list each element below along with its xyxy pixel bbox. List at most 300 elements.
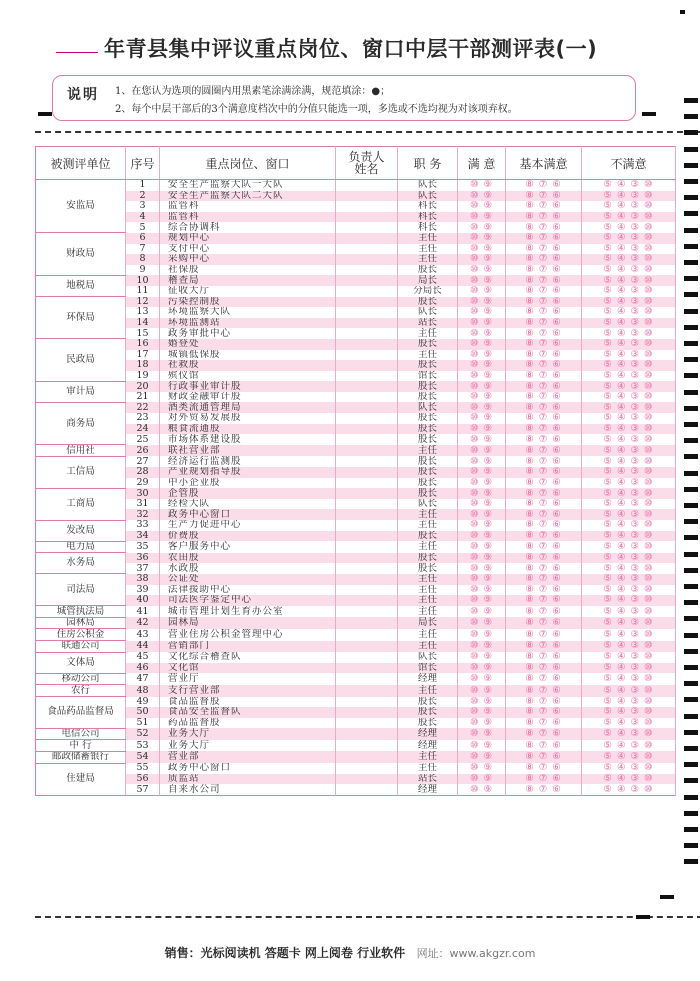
unsatisfied-bubbles[interactable]: ⑤ ④ ③ ⑩ bbox=[582, 191, 676, 202]
row-person-blank[interactable] bbox=[336, 339, 398, 350]
satisfied-bubbles[interactable]: ⑩ ⑨ bbox=[458, 318, 506, 329]
row-person-blank[interactable] bbox=[336, 663, 398, 674]
row-person-blank[interactable] bbox=[336, 574, 398, 585]
unsatisfied-bubbles[interactable]: ⑤ ④ ③ ⑩ bbox=[582, 392, 676, 403]
satisfied-bubbles[interactable]: ⑩ ⑨ bbox=[458, 728, 506, 740]
basic-satisfied-bubbles[interactable]: ⑧ ⑦ ⑥ bbox=[506, 641, 582, 653]
unsatisfied-bubbles[interactable]: ⑤ ④ ③ ⑩ bbox=[582, 763, 676, 774]
basic-satisfied-bubbles[interactable]: ⑧ ⑦ ⑥ bbox=[506, 740, 582, 752]
row-seq: 46 bbox=[126, 663, 160, 674]
basic-satisfied-bubbles[interactable]: ⑧ ⑦ ⑥ bbox=[506, 585, 582, 596]
satisfied-bubbles[interactable]: ⑩ ⑨ bbox=[458, 233, 506, 244]
row-person-blank[interactable] bbox=[336, 629, 398, 641]
satisfied-bubbles[interactable]: ⑩ ⑨ bbox=[458, 617, 506, 629]
satisfied-bubbles[interactable]: ⑩ ⑨ bbox=[458, 509, 506, 520]
basic-satisfied-bubbles[interactable]: ⑧ ⑦ ⑥ bbox=[506, 402, 582, 413]
footer-website: 网址：www.akgzr.com bbox=[416, 947, 536, 960]
basic-satisfied-bubbles[interactable]: ⑧ ⑦ ⑥ bbox=[506, 617, 582, 629]
unsatisfied-bubbles[interactable]: ⑤ ④ ③ ⑩ bbox=[582, 652, 676, 663]
basic-satisfied-bubbles[interactable]: ⑧ ⑦ ⑥ bbox=[506, 751, 582, 763]
unsatisfied-bubbles[interactable]: ⑤ ④ ③ ⑩ bbox=[582, 265, 676, 276]
satisfied-bubbles[interactable]: ⑩ ⑨ bbox=[458, 663, 506, 674]
basic-satisfied-bubbles[interactable]: ⑧ ⑦ ⑥ bbox=[506, 488, 582, 499]
row-seq: 26 bbox=[126, 445, 160, 457]
row-seq: 56 bbox=[126, 774, 160, 785]
satisfied-bubbles[interactable]: ⑩ ⑨ bbox=[458, 434, 506, 445]
timing-mark bbox=[684, 714, 698, 719]
unsatisfied-bubbles[interactable]: ⑤ ④ ③ ⑩ bbox=[582, 707, 676, 718]
row-person-blank[interactable] bbox=[336, 520, 398, 531]
row-person-blank[interactable] bbox=[336, 595, 398, 606]
timing-mark bbox=[684, 292, 698, 297]
row-position: 生产力促进中心 bbox=[160, 520, 336, 531]
basic-satisfied-bubbles[interactable]: ⑧ ⑦ ⑥ bbox=[506, 180, 582, 191]
row-person-blank[interactable] bbox=[336, 531, 398, 542]
row-position: 酒类流通管理局 bbox=[160, 402, 336, 413]
row-person-blank[interactable] bbox=[336, 212, 398, 223]
unsatisfied-bubbles[interactable]: ⑤ ④ ③ ⑩ bbox=[582, 774, 676, 785]
unsatisfied-bubbles[interactable]: ⑤ ④ ③ ⑩ bbox=[582, 629, 676, 641]
satisfied-bubbles[interactable]: ⑩ ⑨ bbox=[458, 467, 506, 478]
row-position: 营销部门 bbox=[160, 641, 336, 653]
satisfied-bubbles[interactable]: ⑩ ⑨ bbox=[458, 191, 506, 202]
unsatisfied-bubbles[interactable]: ⑤ ④ ③ ⑩ bbox=[582, 328, 676, 339]
unsatisfied-bubbles[interactable]: ⑤ ④ ③ ⑩ bbox=[582, 286, 676, 297]
unit-name: 商务局 bbox=[36, 402, 126, 444]
unsatisfied-bubbles[interactable]: ⑤ ④ ③ ⑩ bbox=[582, 339, 676, 350]
unsatisfied-bubbles[interactable]: ⑤ ④ ③ ⑩ bbox=[582, 617, 676, 629]
basic-satisfied-bubbles[interactable]: ⑧ ⑦ ⑥ bbox=[506, 663, 582, 674]
basic-satisfied-bubbles[interactable]: ⑧ ⑦ ⑥ bbox=[506, 574, 582, 585]
basic-satisfied-bubbles[interactable]: ⑧ ⑦ ⑥ bbox=[506, 222, 582, 233]
row-person-blank[interactable] bbox=[336, 553, 398, 564]
unsatisfied-bubbles[interactable]: ⑤ ④ ③ ⑩ bbox=[582, 509, 676, 520]
unsatisfied-bubbles[interactable]: ⑤ ④ ③ ⑩ bbox=[582, 585, 676, 596]
basic-satisfied-bubbles[interactable]: ⑧ ⑦ ⑥ bbox=[506, 563, 582, 574]
row-person-blank[interactable] bbox=[336, 652, 398, 663]
basic-satisfied-bubbles[interactable]: ⑧ ⑦ ⑥ bbox=[506, 467, 582, 478]
row-duty: 队长 bbox=[398, 180, 458, 191]
basic-satisfied-bubbles[interactable]: ⑧ ⑦ ⑥ bbox=[506, 254, 582, 265]
satisfied-bubbles[interactable]: ⑩ ⑨ bbox=[458, 673, 506, 685]
unsatisfied-bubbles[interactable]: ⑤ ④ ③ ⑩ bbox=[582, 641, 676, 653]
bottom-timing-track bbox=[35, 916, 700, 918]
row-person-blank[interactable] bbox=[336, 392, 398, 403]
row-position: 综合协调科 bbox=[160, 222, 336, 233]
row-person-blank[interactable] bbox=[336, 751, 398, 763]
unsatisfied-bubbles[interactable]: ⑤ ④ ③ ⑩ bbox=[582, 201, 676, 212]
unsatisfied-bubbles[interactable]: ⑤ ④ ③ ⑩ bbox=[582, 541, 676, 553]
basic-satisfied-bubbles[interactable]: ⑧ ⑦ ⑥ bbox=[506, 541, 582, 553]
row-person-blank[interactable] bbox=[336, 784, 398, 795]
unsatisfied-bubbles[interactable]: ⑤ ④ ③ ⑩ bbox=[582, 254, 676, 265]
table-header-row bbox=[36, 147, 676, 180]
row-person-blank[interactable] bbox=[336, 233, 398, 244]
basic-satisfied-bubbles[interactable]: ⑧ ⑦ ⑥ bbox=[506, 360, 582, 371]
table-row bbox=[36, 434, 676, 445]
satisfied-bubbles[interactable]: ⑩ ⑨ bbox=[458, 574, 506, 585]
satisfied-bubbles[interactable]: ⑩ ⑨ bbox=[458, 286, 506, 297]
row-person-blank[interactable] bbox=[336, 763, 398, 774]
row-person-blank[interactable] bbox=[336, 673, 398, 685]
satisfied-bubbles[interactable]: ⑩ ⑨ bbox=[458, 707, 506, 718]
row-person-blank[interactable] bbox=[336, 180, 398, 191]
row-person-blank[interactable] bbox=[336, 445, 398, 457]
unsatisfied-bubbles[interactable]: ⑤ ④ ③ ⑩ bbox=[582, 685, 676, 697]
unsatisfied-bubbles[interactable]: ⑤ ④ ③ ⑩ bbox=[582, 371, 676, 382]
satisfied-bubbles[interactable]: ⑩ ⑨ bbox=[458, 339, 506, 350]
timing-mark bbox=[684, 244, 698, 249]
row-person-blank[interactable] bbox=[336, 434, 398, 445]
table-row bbox=[36, 244, 676, 255]
row-person-blank[interactable] bbox=[336, 563, 398, 574]
satisfied-bubbles[interactable]: ⑩ ⑨ bbox=[458, 499, 506, 510]
row-person-blank[interactable] bbox=[336, 509, 398, 520]
table-row bbox=[36, 275, 676, 286]
satisfied-bubbles[interactable]: ⑩ ⑨ bbox=[458, 629, 506, 641]
basic-satisfied-bubbles[interactable]: ⑧ ⑦ ⑥ bbox=[506, 673, 582, 685]
unsatisfied-bubbles[interactable]: ⑤ ④ ③ ⑩ bbox=[582, 297, 676, 308]
row-person-blank[interactable] bbox=[336, 328, 398, 339]
satisfied-bubbles[interactable]: ⑩ ⑨ bbox=[458, 478, 506, 489]
unit-name: 城管执法局 bbox=[36, 606, 126, 618]
row-duty: 股长 bbox=[398, 697, 458, 708]
satisfied-bubbles[interactable]: ⑩ ⑨ bbox=[458, 201, 506, 212]
basic-satisfied-bubbles[interactable]: ⑧ ⑦ ⑥ bbox=[506, 707, 582, 718]
satisfied-bubbles[interactable]: ⑩ ⑨ bbox=[458, 531, 506, 542]
basic-satisfied-bubbles[interactable]: ⑧ ⑦ ⑥ bbox=[506, 606, 582, 618]
row-position: 安全生产监察大队二大队 bbox=[160, 191, 336, 202]
row-person-blank[interactable] bbox=[336, 728, 398, 740]
table-row bbox=[36, 574, 676, 585]
row-position: 支付中心 bbox=[160, 244, 336, 255]
satisfied-bubbles[interactable]: ⑩ ⑨ bbox=[458, 371, 506, 382]
row-person-blank[interactable] bbox=[336, 585, 398, 596]
satisfied-bubbles[interactable]: ⑩ ⑨ bbox=[458, 652, 506, 663]
basic-satisfied-bubbles[interactable]: ⑧ ⑦ ⑥ bbox=[506, 520, 582, 531]
basic-satisfied-bubbles[interactable]: ⑧ ⑦ ⑥ bbox=[506, 456, 582, 467]
satisfied-bubbles[interactable]: ⑩ ⑨ bbox=[458, 488, 506, 499]
unsatisfied-bubbles[interactable]: ⑤ ④ ③ ⑩ bbox=[582, 606, 676, 618]
basic-satisfied-bubbles[interactable]: ⑧ ⑦ ⑥ bbox=[506, 728, 582, 740]
row-person-blank[interactable] bbox=[336, 265, 398, 276]
unsatisfied-bubbles[interactable]: ⑤ ④ ③ ⑩ bbox=[582, 350, 676, 361]
satisfied-bubbles[interactable]: ⑩ ⑨ bbox=[458, 307, 506, 318]
timing-mark bbox=[684, 552, 698, 557]
timing-mark bbox=[684, 341, 698, 346]
row-person-blank[interactable] bbox=[336, 381, 398, 392]
row-person-blank[interactable] bbox=[336, 424, 398, 435]
row-seq: 23 bbox=[126, 413, 160, 424]
row-seq: 4 bbox=[126, 212, 160, 223]
col-person: 负责人姓名 bbox=[336, 147, 398, 180]
row-person-blank[interactable] bbox=[336, 371, 398, 382]
basic-satisfied-bubbles[interactable]: ⑧ ⑦ ⑥ bbox=[506, 763, 582, 774]
unsatisfied-bubbles[interactable]: ⑤ ④ ③ ⑩ bbox=[582, 751, 676, 763]
timing-mark bbox=[684, 649, 698, 654]
row-person-blank[interactable] bbox=[336, 456, 398, 467]
row-person-blank[interactable] bbox=[336, 467, 398, 478]
row-person-blank[interactable] bbox=[336, 774, 398, 785]
satisfied-bubbles[interactable]: ⑩ ⑨ bbox=[458, 595, 506, 606]
basic-satisfied-bubbles[interactable]: ⑧ ⑦ ⑥ bbox=[506, 318, 582, 329]
unsatisfied-bubbles[interactable]: ⑤ ④ ③ ⑩ bbox=[582, 180, 676, 191]
basic-satisfied-bubbles[interactable]: ⑧ ⑦ ⑥ bbox=[506, 685, 582, 697]
row-person-blank[interactable] bbox=[336, 286, 398, 297]
basic-satisfied-bubbles[interactable]: ⑧ ⑦ ⑥ bbox=[506, 531, 582, 542]
table-row bbox=[36, 392, 676, 403]
unsatisfied-bubbles[interactable]: ⑤ ④ ③ ⑩ bbox=[582, 673, 676, 685]
row-person-blank[interactable] bbox=[336, 488, 398, 499]
satisfied-bubbles[interactable]: ⑩ ⑨ bbox=[458, 784, 506, 795]
unsatisfied-bubbles[interactable]: ⑤ ④ ③ ⑩ bbox=[582, 574, 676, 585]
timing-mark bbox=[684, 616, 698, 621]
table-row bbox=[36, 652, 676, 663]
unit-name: 环保局 bbox=[36, 297, 126, 339]
timing-mark bbox=[684, 568, 698, 573]
basic-satisfied-bubbles[interactable]: ⑧ ⑦ ⑥ bbox=[506, 201, 582, 212]
row-position: 政务审批中心 bbox=[160, 328, 336, 339]
satisfied-bubbles[interactable]: ⑩ ⑨ bbox=[458, 520, 506, 531]
table-row bbox=[36, 318, 676, 329]
unsatisfied-bubbles[interactable]: ⑤ ④ ③ ⑩ bbox=[582, 381, 676, 392]
unsatisfied-bubbles[interactable]: ⑤ ④ ③ ⑩ bbox=[582, 233, 676, 244]
row-position: 市场体系建设股 bbox=[160, 434, 336, 445]
row-person-blank[interactable] bbox=[336, 606, 398, 618]
unsatisfied-bubbles[interactable]: ⑤ ④ ③ ⑩ bbox=[582, 718, 676, 729]
basic-satisfied-bubbles[interactable]: ⑧ ⑦ ⑥ bbox=[506, 307, 582, 318]
satisfied-bubbles[interactable]: ⑩ ⑨ bbox=[458, 553, 506, 564]
basic-satisfied-bubbles[interactable]: ⑧ ⑦ ⑥ bbox=[506, 244, 582, 255]
unsatisfied-bubbles[interactable]: ⑤ ④ ③ ⑩ bbox=[582, 222, 676, 233]
satisfied-bubbles[interactable]: ⑩ ⑨ bbox=[458, 350, 506, 361]
basic-satisfied-bubbles[interactable]: ⑧ ⑦ ⑥ bbox=[506, 328, 582, 339]
table-row bbox=[36, 629, 676, 641]
table-row bbox=[36, 509, 676, 520]
unsatisfied-bubbles[interactable]: ⑤ ④ ③ ⑩ bbox=[582, 784, 676, 795]
row-duty: 主任 bbox=[398, 641, 458, 653]
row-position: 水政股 bbox=[160, 563, 336, 574]
satisfied-bubbles[interactable]: ⑩ ⑨ bbox=[458, 222, 506, 233]
unsatisfied-bubbles[interactable]: ⑤ ④ ③ ⑩ bbox=[582, 434, 676, 445]
row-person-blank[interactable] bbox=[336, 740, 398, 752]
unsatisfied-bubbles[interactable]: ⑤ ④ ③ ⑩ bbox=[582, 467, 676, 478]
satisfied-bubbles[interactable]: ⑩ ⑨ bbox=[458, 413, 506, 424]
satisfied-bubbles[interactable]: ⑩ ⑨ bbox=[458, 585, 506, 596]
unsatisfied-bubbles[interactable]: ⑤ ④ ③ ⑩ bbox=[582, 697, 676, 708]
row-person-blank[interactable] bbox=[336, 254, 398, 265]
basic-satisfied-bubbles[interactable]: ⑧ ⑦ ⑥ bbox=[506, 652, 582, 663]
row-duty: 股长 bbox=[398, 424, 458, 435]
timing-mark bbox=[684, 778, 698, 783]
satisfied-bubbles[interactable]: ⑩ ⑨ bbox=[458, 297, 506, 308]
row-person-blank[interactable] bbox=[336, 201, 398, 212]
row-position: 财政金融审计股 bbox=[160, 392, 336, 403]
row-person-blank[interactable] bbox=[336, 641, 398, 653]
satisfied-bubbles[interactable]: ⑩ ⑨ bbox=[458, 244, 506, 255]
satisfied-bubbles[interactable]: ⑩ ⑨ bbox=[458, 718, 506, 729]
basic-satisfied-bubbles[interactable]: ⑧ ⑦ ⑥ bbox=[506, 265, 582, 276]
satisfied-bubbles[interactable]: ⑩ ⑨ bbox=[458, 392, 506, 403]
row-person-blank[interactable] bbox=[336, 191, 398, 202]
row-position: 质监站 bbox=[160, 774, 336, 785]
satisfied-bubbles[interactable]: ⑩ ⑨ bbox=[458, 402, 506, 413]
basic-satisfied-bubbles[interactable]: ⑧ ⑦ ⑥ bbox=[506, 424, 582, 435]
row-person-blank[interactable] bbox=[336, 244, 398, 255]
satisfied-bubbles[interactable]: ⑩ ⑨ bbox=[458, 740, 506, 752]
row-person-blank[interactable] bbox=[336, 297, 398, 308]
row-person-blank[interactable] bbox=[336, 617, 398, 629]
satisfied-bubbles[interactable]: ⑩ ⑨ bbox=[458, 180, 506, 191]
unsatisfied-bubbles[interactable]: ⑤ ④ ③ ⑩ bbox=[582, 413, 676, 424]
timing-mark bbox=[684, 163, 698, 168]
row-duty: 站长 bbox=[398, 774, 458, 785]
basic-satisfied-bubbles[interactable]: ⑧ ⑦ ⑥ bbox=[506, 595, 582, 606]
basic-satisfied-bubbles[interactable]: ⑧ ⑦ ⑥ bbox=[506, 774, 582, 785]
unsatisfied-bubbles[interactable]: ⑤ ④ ③ ⑩ bbox=[582, 275, 676, 286]
basic-satisfied-bubbles[interactable]: ⑧ ⑦ ⑥ bbox=[506, 392, 582, 403]
satisfied-bubbles[interactable]: ⑩ ⑨ bbox=[458, 563, 506, 574]
satisfied-bubbles[interactable]: ⑩ ⑨ bbox=[458, 445, 506, 457]
row-position: 营业住房公积金管理中心 bbox=[160, 629, 336, 641]
basic-satisfied-bubbles[interactable]: ⑧ ⑦ ⑥ bbox=[506, 381, 582, 392]
table-row bbox=[36, 360, 676, 371]
unsatisfied-bubbles[interactable]: ⑤ ④ ③ ⑩ bbox=[582, 318, 676, 329]
timing-mark bbox=[684, 827, 698, 832]
satisfied-bubbles[interactable]: ⑩ ⑨ bbox=[458, 751, 506, 763]
basic-satisfied-bubbles[interactable]: ⑧ ⑦ ⑥ bbox=[506, 784, 582, 795]
row-person-blank[interactable] bbox=[336, 318, 398, 329]
basic-satisfied-bubbles[interactable]: ⑧ ⑦ ⑥ bbox=[506, 718, 582, 729]
unsatisfied-bubbles[interactable]: ⑤ ④ ③ ⑩ bbox=[582, 360, 676, 371]
unsatisfied-bubbles[interactable]: ⑤ ④ ③ ⑩ bbox=[582, 595, 676, 606]
basic-satisfied-bubbles[interactable]: ⑧ ⑦ ⑥ bbox=[506, 413, 582, 424]
satisfied-bubbles[interactable]: ⑩ ⑨ bbox=[458, 641, 506, 653]
basic-satisfied-bubbles[interactable]: ⑧ ⑦ ⑥ bbox=[506, 339, 582, 350]
row-position: 中小企业股 bbox=[160, 478, 336, 489]
row-duty: 经理 bbox=[398, 728, 458, 740]
unsatisfied-bubbles[interactable]: ⑤ ④ ③ ⑩ bbox=[582, 663, 676, 674]
unsatisfied-bubbles[interactable]: ⑤ ④ ③ ⑩ bbox=[582, 553, 676, 564]
satisfied-bubbles[interactable]: ⑩ ⑨ bbox=[458, 265, 506, 276]
unsatisfied-bubbles[interactable]: ⑤ ④ ③ ⑩ bbox=[582, 478, 676, 489]
basic-satisfied-bubbles[interactable]: ⑧ ⑦ ⑥ bbox=[506, 297, 582, 308]
timing-mark bbox=[684, 471, 698, 476]
unsatisfied-bubbles[interactable]: ⑤ ④ ③ ⑩ bbox=[582, 728, 676, 740]
row-duty: 队长 bbox=[398, 191, 458, 202]
unsatisfied-bubbles[interactable]: ⑤ ④ ③ ⑩ bbox=[582, 307, 676, 318]
timing-mark bbox=[684, 454, 698, 459]
row-person-blank[interactable] bbox=[336, 707, 398, 718]
unsatisfied-bubbles[interactable]: ⑤ ④ ③ ⑩ bbox=[582, 499, 676, 510]
unsatisfied-bubbles[interactable]: ⑤ ④ ③ ⑩ bbox=[582, 740, 676, 752]
basic-satisfied-bubbles[interactable]: ⑧ ⑦ ⑥ bbox=[506, 445, 582, 457]
table-row bbox=[36, 499, 676, 510]
unsatisfied-bubbles[interactable]: ⑤ ④ ③ ⑩ bbox=[582, 563, 676, 574]
row-person-blank[interactable] bbox=[336, 685, 398, 697]
timing-mark bbox=[660, 895, 674, 899]
row-duty: 主任 bbox=[398, 685, 458, 697]
basic-satisfied-bubbles[interactable]: ⑧ ⑦ ⑥ bbox=[506, 499, 582, 510]
row-seq: 16 bbox=[126, 339, 160, 350]
row-person-blank[interactable] bbox=[336, 360, 398, 371]
unit-name: 财政局 bbox=[36, 233, 126, 275]
satisfied-bubbles[interactable]: ⑩ ⑨ bbox=[458, 456, 506, 467]
satisfied-bubbles[interactable]: ⑩ ⑨ bbox=[458, 381, 506, 392]
satisfied-bubbles[interactable]: ⑩ ⑨ bbox=[458, 212, 506, 223]
unsatisfied-bubbles[interactable]: ⑤ ④ ③ ⑩ bbox=[582, 531, 676, 542]
row-person-blank[interactable] bbox=[336, 718, 398, 729]
unsatisfied-bubbles[interactable]: ⑤ ④ ③ ⑩ bbox=[582, 520, 676, 531]
row-position: 自来水公司 bbox=[160, 784, 336, 795]
satisfied-bubbles[interactable]: ⑩ ⑨ bbox=[458, 424, 506, 435]
table-row bbox=[36, 488, 676, 499]
basic-satisfied-bubbles[interactable]: ⑧ ⑦ ⑥ bbox=[506, 697, 582, 708]
basic-satisfied-bubbles[interactable]: ⑧ ⑦ ⑥ bbox=[506, 233, 582, 244]
row-person-blank[interactable] bbox=[336, 350, 398, 361]
basic-satisfied-bubbles[interactable]: ⑧ ⑦ ⑥ bbox=[506, 191, 582, 202]
basic-satisfied-bubbles[interactable]: ⑧ ⑦ ⑥ bbox=[506, 286, 582, 297]
basic-satisfied-bubbles[interactable]: ⑧ ⑦ ⑥ bbox=[506, 212, 582, 223]
basic-satisfied-bubbles[interactable]: ⑧ ⑦ ⑥ bbox=[506, 553, 582, 564]
row-position: 公证处 bbox=[160, 574, 336, 585]
row-seq: 33 bbox=[126, 520, 160, 531]
unsatisfied-bubbles[interactable]: ⑤ ④ ③ ⑩ bbox=[582, 402, 676, 413]
satisfied-bubbles[interactable]: ⑩ ⑨ bbox=[458, 606, 506, 618]
basic-satisfied-bubbles[interactable]: ⑧ ⑦ ⑥ bbox=[506, 275, 582, 286]
row-position: 联社营业部 bbox=[160, 445, 336, 457]
row-person-blank[interactable] bbox=[336, 499, 398, 510]
row-person-blank[interactable] bbox=[336, 402, 398, 413]
row-position: 环境监察大队 bbox=[160, 307, 336, 318]
row-person-blank[interactable] bbox=[336, 307, 398, 318]
unsatisfied-bubbles[interactable]: ⑤ ④ ③ ⑩ bbox=[582, 244, 676, 255]
basic-satisfied-bubbles[interactable]: ⑧ ⑦ ⑥ bbox=[506, 350, 582, 361]
unsatisfied-bubbles[interactable]: ⑤ ④ ③ ⑩ bbox=[582, 456, 676, 467]
row-person-blank[interactable] bbox=[336, 697, 398, 708]
row-person-blank[interactable] bbox=[336, 541, 398, 553]
unsatisfied-bubbles[interactable]: ⑤ ④ ③ ⑩ bbox=[582, 445, 676, 457]
unsatisfied-bubbles[interactable]: ⑤ ④ ③ ⑩ bbox=[582, 212, 676, 223]
basic-satisfied-bubbles[interactable]: ⑧ ⑦ ⑥ bbox=[506, 629, 582, 641]
unit-name: 联通公司 bbox=[36, 641, 126, 653]
row-seq: 44 bbox=[126, 641, 160, 653]
row-person-blank[interactable] bbox=[336, 275, 398, 286]
satisfied-bubbles[interactable]: ⑩ ⑨ bbox=[458, 763, 506, 774]
row-person-blank[interactable] bbox=[336, 413, 398, 424]
row-person-blank[interactable] bbox=[336, 478, 398, 489]
satisfied-bubbles[interactable]: ⑩ ⑨ bbox=[458, 541, 506, 553]
satisfied-bubbles[interactable]: ⑩ ⑨ bbox=[458, 275, 506, 286]
satisfied-bubbles[interactable]: ⑩ ⑨ bbox=[458, 774, 506, 785]
satisfied-bubbles[interactable]: ⑩ ⑨ bbox=[458, 360, 506, 371]
satisfied-bubbles[interactable]: ⑩ ⑨ bbox=[458, 685, 506, 697]
row-person-blank[interactable] bbox=[336, 222, 398, 233]
basic-satisfied-bubbles[interactable]: ⑧ ⑦ ⑥ bbox=[506, 371, 582, 382]
unsatisfied-bubbles[interactable]: ⑤ ④ ③ ⑩ bbox=[582, 488, 676, 499]
table-row bbox=[36, 663, 676, 674]
table-row bbox=[36, 201, 676, 212]
satisfied-bubbles[interactable]: ⑩ ⑨ bbox=[458, 697, 506, 708]
row-duty: 经理 bbox=[398, 740, 458, 752]
basic-satisfied-bubbles[interactable]: ⑧ ⑦ ⑥ bbox=[506, 434, 582, 445]
basic-satisfied-bubbles[interactable]: ⑧ ⑦ ⑥ bbox=[506, 478, 582, 489]
unsatisfied-bubbles[interactable]: ⑤ ④ ③ ⑩ bbox=[582, 424, 676, 435]
satisfied-bubbles[interactable]: ⑩ ⑨ bbox=[458, 328, 506, 339]
row-duty: 主任 bbox=[398, 541, 458, 553]
satisfied-bubbles[interactable]: ⑩ ⑨ bbox=[458, 254, 506, 265]
basic-satisfied-bubbles[interactable]: ⑧ ⑦ ⑥ bbox=[506, 509, 582, 520]
